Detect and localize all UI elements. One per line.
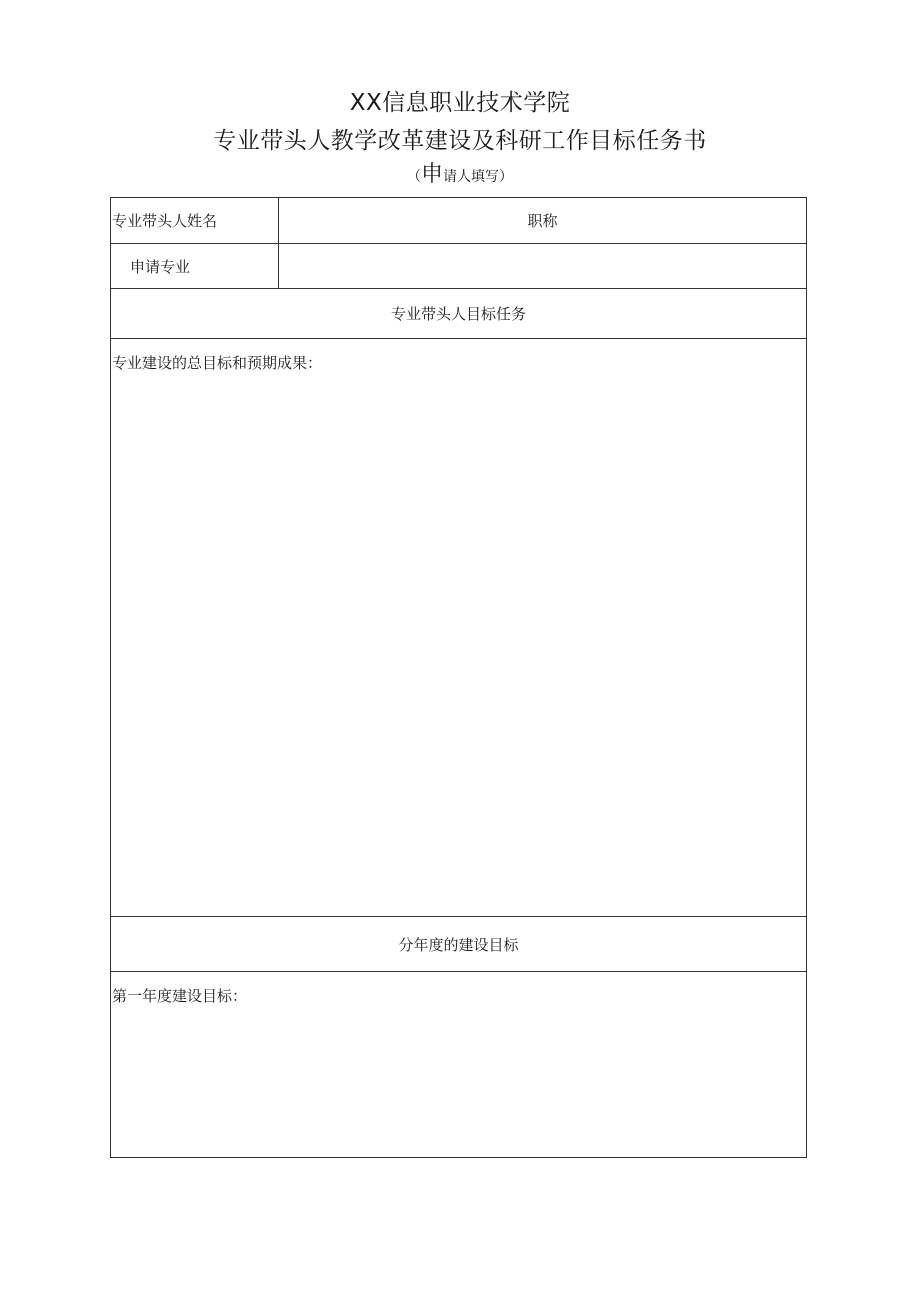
leader-name-label: 专业带头人姓名 [111,198,279,243]
goal-section-header: 专业带头人目标任务 [390,305,526,323]
major-input-field[interactable] [279,244,806,288]
target-task-form [110,197,807,1158]
first-year-field[interactable] [111,972,806,1157]
job-title-label[interactable]: 职称 [527,212,558,230]
row-goal-header [111,289,806,339]
annual-section-header: 分年度的建设目标 [398,935,519,954]
fill-note-rest: 请人填写） [443,169,513,185]
institution-title: XX信息职业技术学院 [349,90,571,116]
overall-goal-field[interactable] [111,339,806,916]
document-title: 专业带头人教学改革建设及科研工作目标任务书 [213,128,707,154]
first-year-label: 第一年度建设目标： [112,987,248,1005]
fill-note-open: （ [406,169,421,185]
row-leader-name [111,198,806,244]
overall-goal-label: 专业建设的总目标和预期成果： [112,354,323,372]
major-label: 申请专业 [111,244,279,288]
row-overall-goal [111,339,806,917]
row-annual-header [111,917,806,972]
fill-note [0,162,920,190]
fill-note-big-char: 申 [420,162,443,187]
row-major [111,244,806,289]
row-first-year [111,972,806,1157]
